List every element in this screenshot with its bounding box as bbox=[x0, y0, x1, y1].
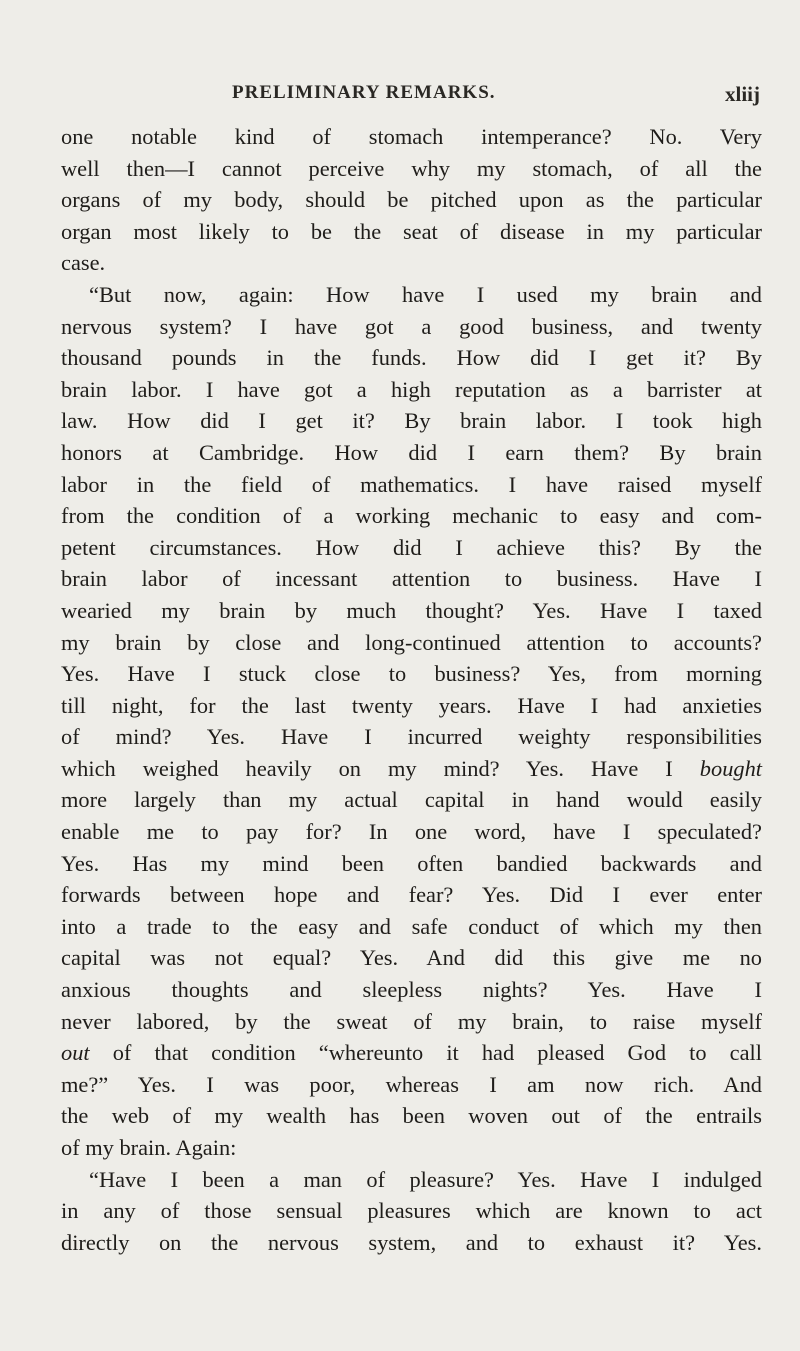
text-line: into a trade to the easy and safe conduct of which my then bbox=[61, 913, 762, 939]
text-line: wearied my brain by much thought? Yes. Have I taxed bbox=[61, 597, 762, 623]
text-line: organs of my body, should be pitched upon as the particular bbox=[61, 187, 762, 213]
text-line: till night, for the last twenty years. Have I had anxieties bbox=[61, 692, 762, 718]
text-line: thousand pounds in the funds. How did I get it? By bbox=[61, 345, 762, 371]
text-line: out of that condition “whereunto it had pleased God to call bbox=[61, 1040, 762, 1066]
text-line: brain labor of incessant attention to business. Have I bbox=[61, 566, 762, 592]
text-line: anxious thoughts and sleepless nights? Yes. Have I bbox=[61, 977, 762, 1003]
text-line: capital was not equal? Yes. And did this give me no bbox=[61, 945, 762, 971]
text-line: enable me to pay for? In one word, have I speculated? bbox=[61, 819, 762, 845]
text-line: petent circumstances. How did I achieve this? By the bbox=[61, 534, 762, 560]
text-line: law. How did I get it? By brain labor. I took high bbox=[61, 408, 762, 434]
text-line: in any of those sensual pleasures which are known to act bbox=[61, 1198, 762, 1224]
page-number: xliij bbox=[725, 82, 760, 106]
text-line: brain labor. I have got a high reputation as a barrister at bbox=[61, 376, 762, 402]
text-line: Yes. Has my mind been often bandied backwards and bbox=[61, 850, 762, 876]
text-line: of mind? Yes. Have I incurred weighty responsibilities bbox=[61, 724, 762, 750]
text-line: the web of my wealth has been woven out of the entrails bbox=[61, 1103, 762, 1129]
running-head bbox=[60, 82, 760, 112]
text-line: from the condition of a working mechanic to easy and com- bbox=[61, 503, 762, 529]
text-line: nervous system? I have got a good business, and twenty bbox=[61, 313, 762, 339]
emphasized-word: out bbox=[61, 1040, 90, 1066]
text-line: “Have I been a man of pleasure? Yes. Have I indulged bbox=[89, 1166, 762, 1192]
text-line: “But now, again: How have I used my brain and bbox=[89, 281, 762, 307]
text-line: which weighed heavily on my mind? Yes. Have I bought bbox=[61, 755, 762, 781]
text-line: of my brain. Again: bbox=[61, 1135, 237, 1160]
emphasized-word: bought bbox=[699, 755, 762, 781]
text-line: Yes. Have I stuck close to business? Yes, from morning bbox=[61, 661, 762, 687]
text-line: honors at Cambridge. How did I earn them? By brain bbox=[61, 439, 762, 465]
text-line: my brain by close and long-continued attention to accounts? bbox=[61, 629, 762, 655]
text-line: case. bbox=[61, 250, 106, 276]
text-line: one notable kind of stomach intemperance? No. Very bbox=[61, 124, 762, 149]
running-title: PRELIMINARY REMARKS. bbox=[232, 82, 496, 103]
text-line: me?” Yes. I was poor, whereas I am now rich. And bbox=[61, 1071, 762, 1097]
text-line: well then—I cannot perceive why my stomach, of all the bbox=[61, 155, 762, 181]
text-line: directly on the nervous system, and to exhaust it? Yes. bbox=[61, 1229, 762, 1255]
text-line: labor in the field of mathematics. I have raised myself bbox=[61, 471, 762, 497]
text-line: more largely than my actual capital in hand would easily bbox=[61, 787, 762, 813]
text-line: forwards between hope and fear? Yes. Did I ever enter bbox=[61, 882, 762, 908]
text-line: organ most likely to be the seat of disease in my particular bbox=[61, 218, 762, 244]
body-text bbox=[61, 121, 762, 1258]
text-line: never labored, by the sweat of my brain, to raise myself bbox=[61, 1008, 762, 1034]
